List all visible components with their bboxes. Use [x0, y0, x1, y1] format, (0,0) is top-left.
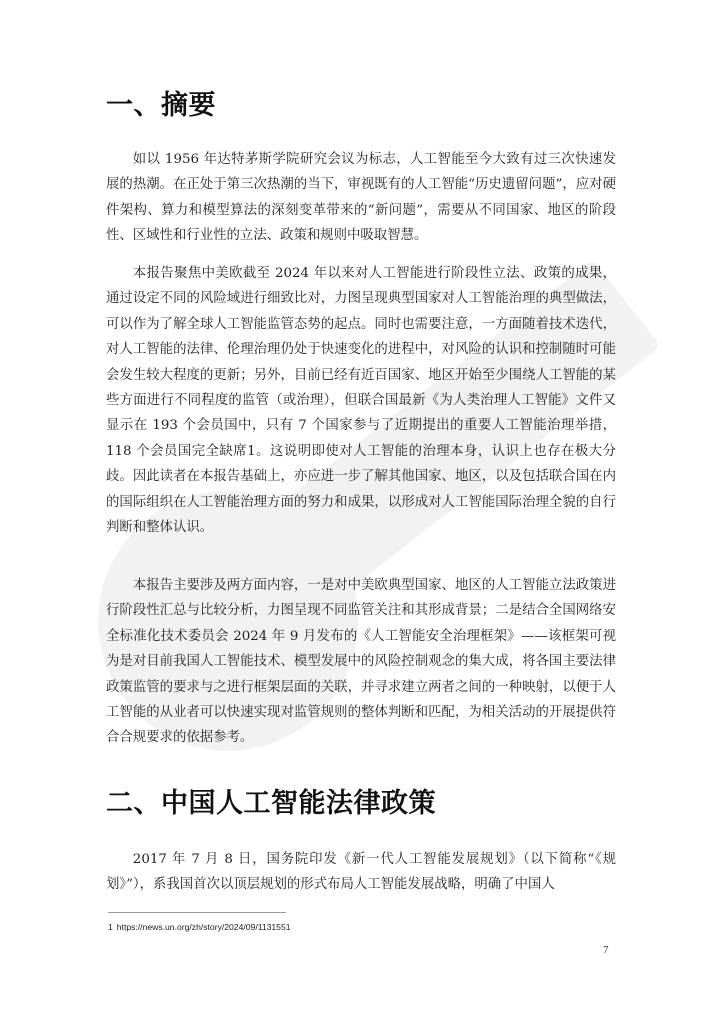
summary-paragraph-1: 如以 1956 年达特茅斯学院研究会议为标志，人工智能至今大致有过三次快速发展的热潮。在正处于第三次热潮的当下，审视既有的人工智能“历史遗留问题”，应对硬件架构、算力和模型算法的深刻变革带来的“新问题”，需要从不同国家、地区的阶段性、区域性和行业性的立法、政策和规则中吸取智慧。 — [106, 152, 616, 244]
china-ai-law-paragraph-1: 2017 年 7 月 8 日，国务院印发《新一代人工智能发展规划》（以下简称“《规划》”），系我国首次以顶层规划的形式布局人工智能发展战略，明确了中国人 — [106, 852, 616, 893]
summary-paragraph-2: 本报告聚焦中美欧截至 2024 年以来对人工智能进行阶段性立法、政策的成果，通过设定不同的风险域进行细致比对，力图呈现典型国家对人工智能治理的典型做法，可以作为了解全球人工智能监管态势的起点。同时也需要注意，一方面随着技术迭代，对人工智能的法律、伦理治理仍处于快速变化的进程中，对风险的认识和控制随时可能会发生较大程度的更新；另外，目前已经有近百国家、地区开始至少围绕人工智能的某些方面进行不同程度的监管（或治理），但联合国最新《为人类治理人工智能》文件又显示在 193 个会员国中，只有 7 个国家参与了近期提出的重要人工智能治理举措，118 个会员国完全缺席1。这说明即使对人工智能的治理本身，认识上也存在极大分歧。因此读者在本报告基础上，亦应进一步了解其他国家、地区，以及包括联合国在内的国际组织在人工智能治理方面的努力和成果，以形成对人工智能国际治理全貌的自行判断和整体认识。 — [106, 266, 616, 536]
footnote-divider — [108, 912, 286, 913]
page-number: 7 — [603, 944, 609, 956]
footnote — [108, 921, 291, 933]
footnote-number: 1 — [108, 922, 113, 932]
section-heading-china-ai-law: 二、中国人工智能法律政策 — [106, 788, 436, 819]
footnote-link[interactable]: https://news.un.org/zh/story/2024/09/1131551 — [116, 922, 291, 932]
summary-paragraph-3: 本报告主要涉及两方面内容，一是对中美欧典型国家、地区的人工智能立法政策进行阶段性汇总与比较分析，力图呈现不同监管关注和其形成背景；二是结合全国网络安全标准化技术委员会 2024 年 9 月发布的《人工智能安全治理框架》——该框架可视为是对目前我国人工智能技术、模型发展中的风险控制观念的集大成，将各国主要法律政策监管的要求与之进行框架层面的关联，并寻求建立两者之间的一种映射，以便于人工智能的从业者可以快速实现对监管规则的整体判断和匹配，为相关活动的开展提供符合合规要求的依据参考。 — [106, 578, 616, 746]
section-heading-summary: 一、摘要 — [106, 90, 216, 121]
